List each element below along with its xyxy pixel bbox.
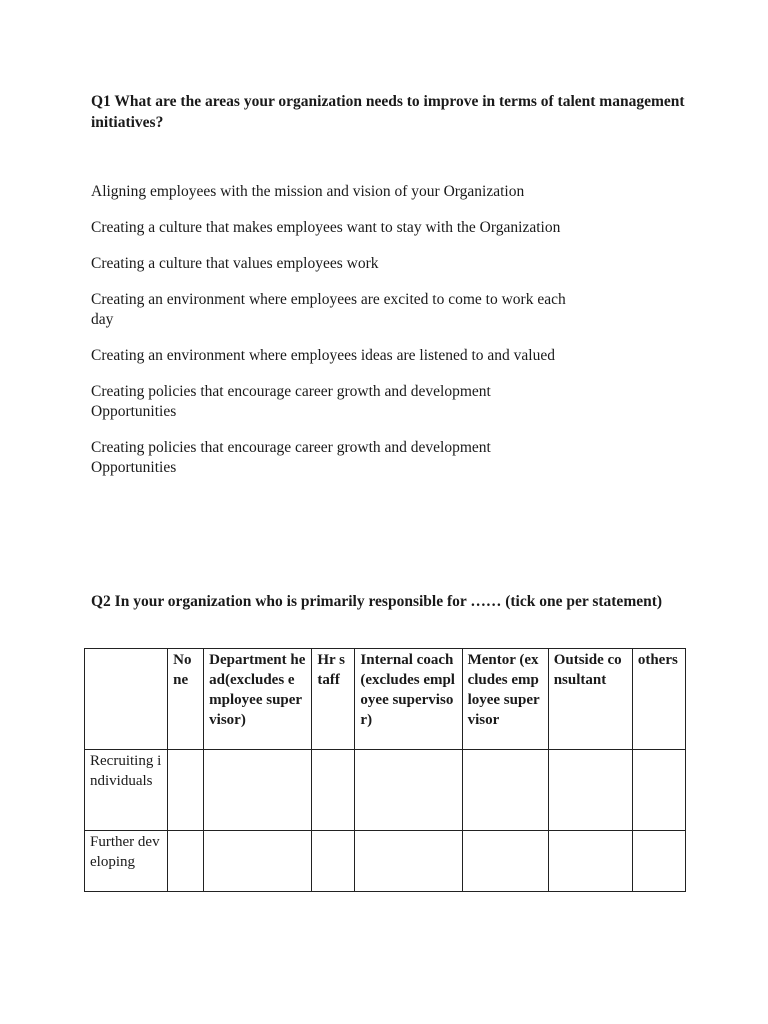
- header-hr-staff: Hr staff: [312, 649, 355, 750]
- option-item: Creating an environment where employees are excited to come to work each day: [91, 291, 566, 328]
- table-row: [85, 831, 686, 892]
- responsibility-table: [84, 648, 686, 892]
- tick-cell[interactable]: [632, 750, 685, 831]
- tick-cell[interactable]: [168, 831, 204, 892]
- header-internal-coach: Internal coach(excludes employee supervisor): [355, 649, 462, 750]
- tick-cell[interactable]: [312, 750, 355, 831]
- option-item: Creating policies that encourage career growth and development Opportunities: [91, 439, 491, 476]
- table-header-row: [85, 649, 686, 750]
- row-label: Recruiting individuals: [85, 750, 168, 831]
- tick-cell[interactable]: [168, 750, 204, 831]
- row-label: Further developing: [85, 831, 168, 892]
- header-mentor: Mentor (excludes employee supervisor: [462, 649, 548, 750]
- header-blank-cell: [85, 649, 168, 750]
- header-others: others: [632, 649, 685, 750]
- option-item: Creating an environment where employees ideas are listened to and valued: [91, 347, 555, 364]
- tick-cell[interactable]: [632, 831, 685, 892]
- tick-cell[interactable]: [462, 831, 548, 892]
- tick-cell[interactable]: [548, 831, 632, 892]
- tick-cell[interactable]: [204, 831, 312, 892]
- option-item: Aligning employees with the mission and vision of your Organization: [91, 183, 525, 200]
- tick-cell[interactable]: [204, 750, 312, 831]
- header-none: None: [168, 649, 204, 750]
- header-department-head: Department head(excludes employee supervisor): [204, 649, 312, 750]
- tick-cell[interactable]: [355, 750, 462, 831]
- question-1-options: [91, 182, 571, 494]
- question-2-title: Q2 In your organization who is primarily responsible for …… (tick one per statement): [91, 593, 663, 610]
- header-outside-consultant: Outside consultant: [548, 649, 632, 750]
- option-item: Creating a culture that makes employees want to stay with the Organization: [91, 219, 561, 236]
- option-item: Creating a culture that values employees work: [91, 255, 379, 272]
- tick-cell[interactable]: [355, 831, 462, 892]
- question-1-title: Q1 What are the areas your organization needs to improve in terms of talent management initiatives?: [91, 93, 685, 131]
- table-row: [85, 750, 686, 831]
- option-item: Creating policies that encourage career growth and development Opportunities: [91, 383, 491, 420]
- tick-cell[interactable]: [312, 831, 355, 892]
- tick-cell[interactable]: [462, 750, 548, 831]
- tick-cell[interactable]: [548, 750, 632, 831]
